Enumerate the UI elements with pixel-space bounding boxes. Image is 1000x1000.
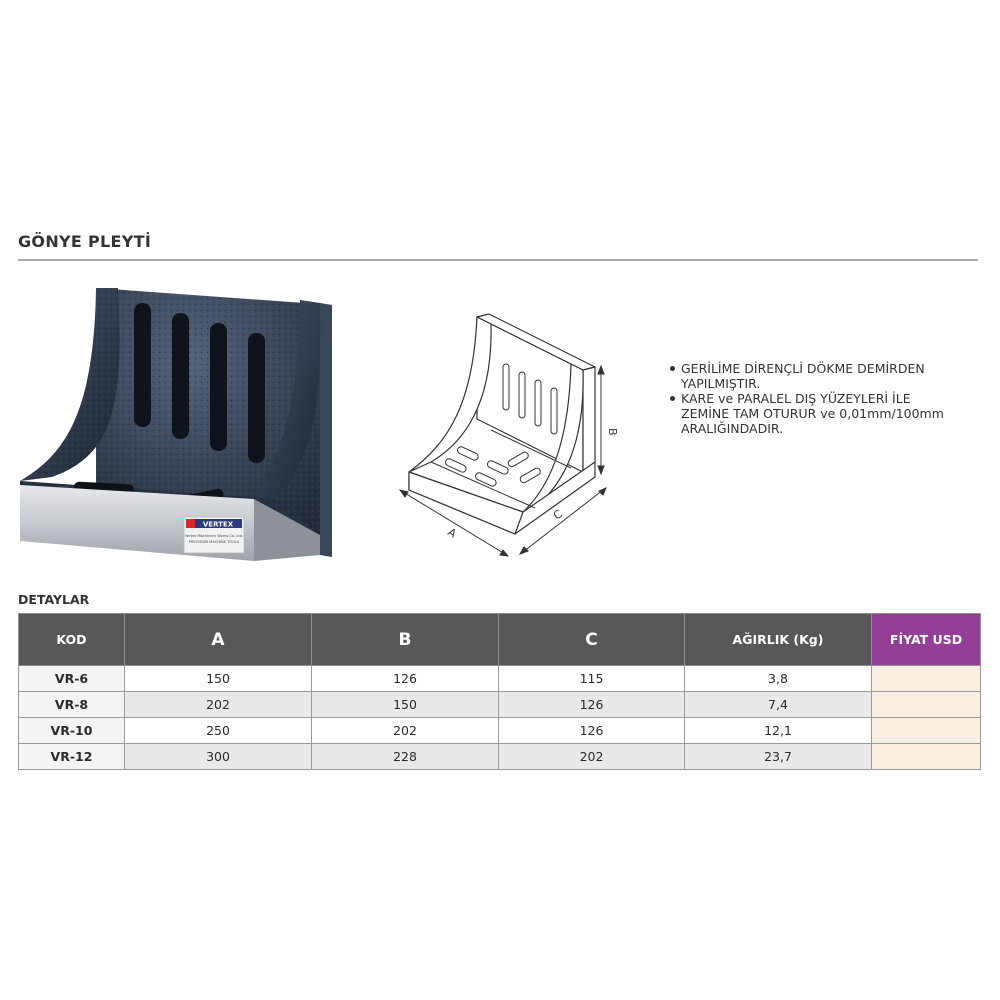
feature-line: GERİLİME DİRENÇLİ DÖKME DEMİRDEN — [681, 361, 925, 376]
cell-b: 150 — [312, 692, 499, 718]
cell-c: 126 — [499, 718, 685, 744]
dimension-a-label: A — [445, 525, 459, 541]
dimension-b-label: B — [606, 428, 619, 436]
table-header-row — [19, 614, 981, 666]
details-title: DETAYLAR — [18, 592, 90, 607]
column-header-price: FİYAT USD — [872, 614, 981, 666]
cell-c: 126 — [499, 692, 685, 718]
feature-line: YAPILMIŞTIR. — [681, 376, 761, 391]
cell-a: 150 — [125, 666, 312, 692]
cell-weight: 23,7 — [685, 744, 872, 770]
column-header-weight: AĞIRLIK (Kg) — [685, 614, 872, 666]
cell-a: 250 — [125, 718, 312, 744]
dimension-drawing — [395, 312, 620, 562]
table-row — [19, 744, 981, 770]
page-title: GÖNYE PLEYTİ — [18, 232, 152, 251]
dimension-c-label: C — [550, 507, 565, 523]
cell-kod: VR-12 — [19, 744, 125, 770]
column-header-a: A — [125, 614, 312, 666]
cell-weight: 3,8 — [685, 666, 872, 692]
specs-table — [18, 613, 981, 770]
column-header-c: C — [499, 614, 685, 666]
cell-price — [872, 718, 981, 744]
feature-item — [668, 361, 988, 391]
cell-b: 202 — [312, 718, 499, 744]
column-header-kod: KOD — [19, 614, 125, 666]
table-row — [19, 666, 981, 692]
table-row — [19, 718, 981, 744]
feature-line: ZEMİNE TAM OTURUR ve 0,01mm/100mm — [681, 406, 944, 421]
cell-c: 202 — [499, 744, 685, 770]
cell-a: 300 — [125, 744, 312, 770]
title-divider — [18, 259, 978, 261]
cell-kod: VR-6 — [19, 666, 125, 692]
table-row — [19, 692, 981, 718]
product-photo — [14, 285, 336, 565]
cell-b: 126 — [312, 666, 499, 692]
cell-c: 115 — [499, 666, 685, 692]
cell-kod: VR-8 — [19, 692, 125, 718]
cell-price — [872, 692, 981, 718]
cell-price — [872, 744, 981, 770]
cell-a: 202 — [125, 692, 312, 718]
cell-price — [872, 666, 981, 692]
feature-line: KARE ve PARALEL DIŞ YÜZEYLERİ İLE — [681, 391, 911, 406]
vertex-label — [184, 517, 244, 553]
label-line: Vertex Machinery Works Co.,Ltd. — [184, 534, 244, 538]
column-header-b: B — [312, 614, 499, 666]
cell-weight: 7,4 — [685, 692, 872, 718]
label-line: PRECISION MACHINE TOOLS — [188, 540, 240, 544]
feature-item — [668, 391, 988, 436]
feature-line: ARALIĞINDADIR. — [681, 421, 784, 436]
feature-list — [668, 361, 988, 436]
cell-b: 228 — [312, 744, 499, 770]
brand-logo: VERTEX — [202, 520, 234, 529]
cell-kod: VR-10 — [19, 718, 125, 744]
cell-weight: 12,1 — [685, 718, 872, 744]
